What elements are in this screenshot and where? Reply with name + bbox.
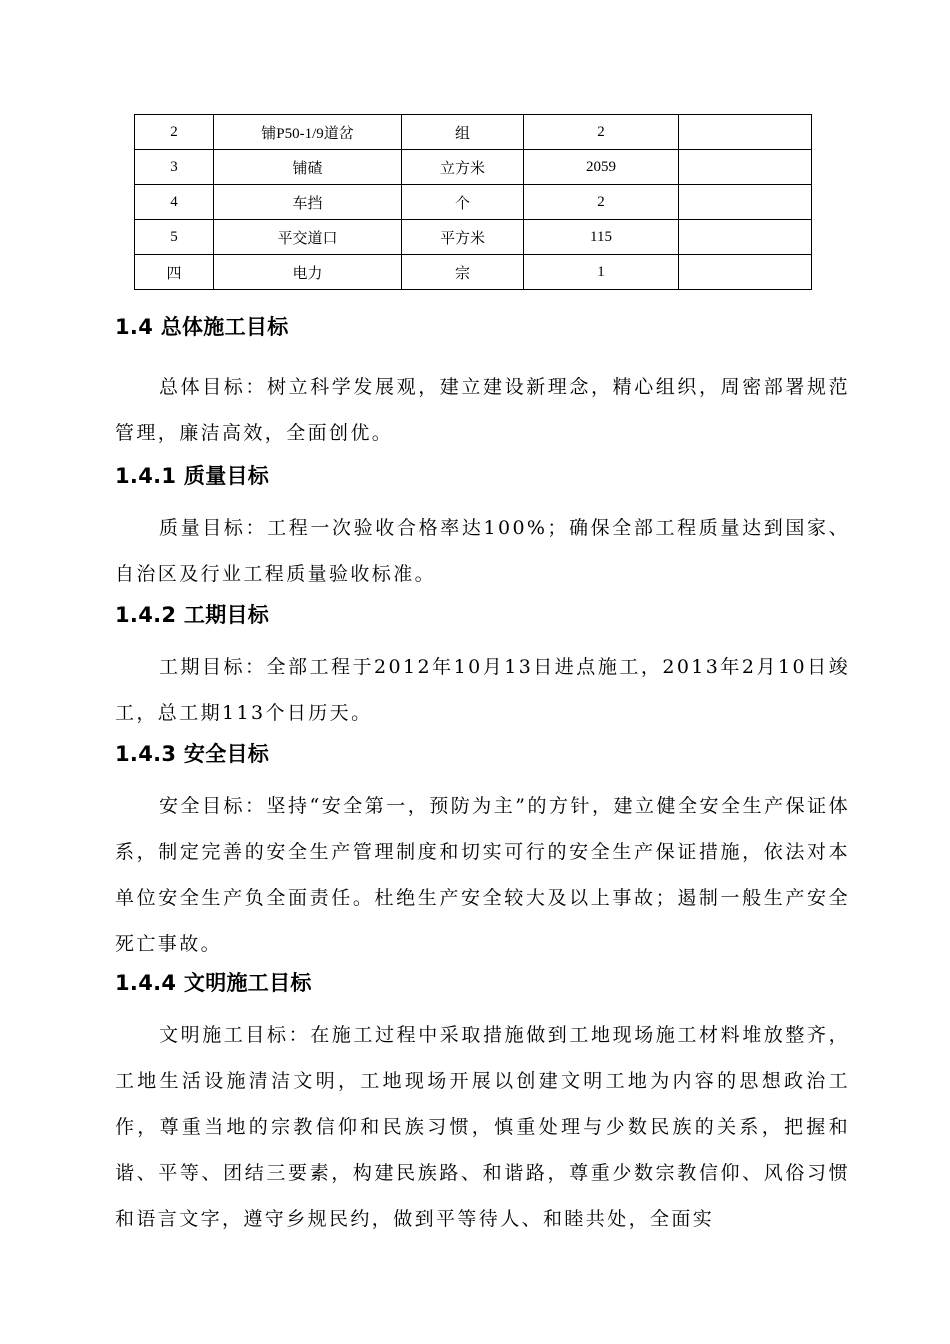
table-cell: 3 [135,150,214,185]
section-text-civilized: 文明施工目标：在施工过程中采取措施做到工地现场施工材料堆放整齐，工地生活设施清洁文明，工地现场开展以创建文明工地为内容的思想政治工作，尊重当地的宗教信仰和民族习惯，慎重处理与少数民族的关系，把握和谐、平等、团结三要素，构建民族路、和谐路，尊重少数宗教信仰、风俗习惯和语言文字，遵守乡规民约，做到平等待人、和睦共处，全面实 [115,1024,850,1230]
table-cell: 铺P50-1/9道岔 [214,115,402,150]
table-cell [679,185,812,220]
table-cell: 平交道口 [214,220,402,255]
table-row [135,115,812,150]
section-text-safety: 安全目标：坚持“安全第一，预防为主”的方针，建立健全安全生产保证体系，制定完善的安全生产管理制度和切实可行的安全生产保证措施，依法对本单位安全生产负全面责任。杜绝生产安全较大及以上事故；遏制一般生产安全死亡事故。 [115,795,850,955]
table-cell: 组 [402,115,524,150]
table-cell: 铺碴 [214,150,402,185]
section-heading-safety: 1.4.3 安全目标 [115,742,270,766]
quantity-table [134,114,812,290]
table-cell: 4 [135,185,214,220]
table-row [135,185,812,220]
table-cell: 个 [402,185,524,220]
section-text-overall: 总体目标：树立科学发展观，建立建设新理念，精心组织，周密部署规范管理，廉洁高效，全面创优。 [115,376,850,444]
table-cell: 2 [135,115,214,150]
table-cell: 2 [524,115,679,150]
table-cell: 四 [135,255,214,290]
table-row [135,255,812,290]
table-cell: 车挡 [214,185,402,220]
table-cell [679,115,812,150]
section-text-schedule: 工期目标：全部工程于2012年10月13日进点施工，2013年2月10日竣工，总工期113个日历天。 [115,656,850,724]
table-cell: 2 [524,185,679,220]
table-cell: 2059 [524,150,679,185]
section-heading-overall: 1.4 总体施工目标 [115,315,289,339]
table-row [135,220,812,255]
section-heading-civilized: 1.4.4 文明施工目标 [115,971,312,995]
section-text-quality: 质量目标：工程一次验收合格率达100%；确保全部工程质量达到国家、自治区及行业工程质量验收标准。 [115,517,850,585]
section-heading-schedule: 1.4.2 工期目标 [115,603,270,627]
table-cell: 5 [135,220,214,255]
table-cell: 115 [524,220,679,255]
table-cell [679,220,812,255]
table-cell [679,150,812,185]
section-heading-quality: 1.4.1 质量目标 [115,464,270,488]
table-row [135,150,812,185]
table-cell: 1 [524,255,679,290]
table-cell: 立方米 [402,150,524,185]
table-cell: 宗 [402,255,524,290]
table-cell: 电力 [214,255,402,290]
table-cell [679,255,812,290]
table-cell: 平方米 [402,220,524,255]
